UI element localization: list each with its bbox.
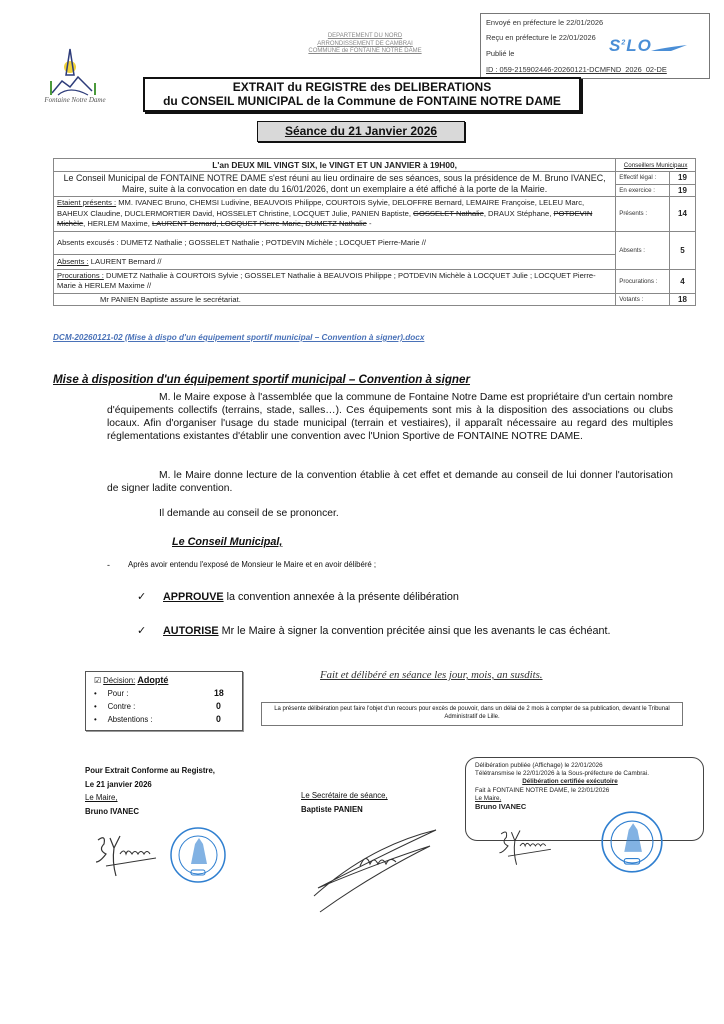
prefecture-sent: Envoyé en préfecture le 22/01/2026 [486, 18, 604, 27]
procurations-text: DUMETZ Nathalie à COURTOIS Sylvie ; GOSSELET Nathalie à BEAUVOIS Philippe ; POTDEVIN Michèle à LOCQUET Julie ; LOCQUET Pierre-Marie à HERLEM Maxime // [57, 270, 596, 290]
count-label: Votants : [616, 293, 670, 305]
recours-notice: La présente délibération peut faire l'objet d'un recours pour excès de pouvoir, dans un délai de 2 mois à compter de sa publication, devant le Tribunal Administratif de Lille. [261, 702, 683, 726]
brand-s: S [609, 36, 622, 55]
decision-row [94, 675, 168, 685]
absents-label: Absents : [57, 257, 89, 266]
presents-label: Etaient présents : [57, 198, 117, 207]
pub-maire-label: Le Maire, [475, 794, 502, 802]
extrait-conforme: Pour Extrait Conforme au Registre, [85, 766, 215, 775]
mairie-stamp-icon [600, 810, 664, 874]
count-label: Présents : [616, 197, 670, 232]
count-label: Effectif légal : [616, 172, 670, 185]
brand-rest: LO [626, 36, 652, 55]
mayor-signature-block [85, 764, 215, 818]
count-value: 19 [670, 172, 696, 185]
count-value: 19 [670, 184, 696, 197]
prefecture-id: ID : 059-215902446-20260121-DCMFND_2026_02-DE [486, 65, 667, 74]
vote-label: Abstentions : [107, 715, 153, 724]
decision-autorise [163, 625, 611, 637]
secretariat-cell: Mr PANIEN Baptiste assure le secrétariat. [54, 293, 616, 305]
bullet-icon: • [94, 702, 97, 711]
prefecture-received: Reçu en préfecture le 22/01/2026 [486, 33, 596, 42]
presents-struck: LAURENT Bernard, LOCQUET Pierre-Marie, DUMETZ Nathalie [151, 219, 367, 228]
fait-statement: Fait et délibéré en séance les jour, mois, an susdits. [320, 669, 543, 681]
decision-label: Décision: [103, 676, 136, 685]
procurations-cell [54, 269, 616, 293]
count-value: 18 [670, 293, 696, 305]
count-value: 14 [670, 197, 696, 232]
decision-text: la convention annexée à la présente délibération [223, 591, 459, 603]
list-dash: - [107, 560, 110, 570]
mayor-signature-icon [92, 832, 162, 882]
register-title [143, 77, 581, 112]
pub-line: Télétransmise le 22/01/2026 à la Sous-préfecture de Cambrai. [475, 770, 649, 778]
absents-text: LAURENT Bernard // [88, 257, 162, 266]
secretary-signature-icon [310, 826, 440, 916]
intro-text: Le Conseil Municipal de FONTAINE NOTRE DAME s'est réuni au lieu ordinaire de ses séances, sous la présidence de M. Bruno IVANEC, Maire, suite à la convocation en date du 16/01/2026, dont un exemplaire a été affiché à la porte de la Mairie. [54, 172, 616, 197]
pub-line: Délibération publiée (Affichage) le 22/01/2026 [475, 762, 603, 769]
count-label: En exercice : [616, 184, 670, 197]
secretaire-name: Baptiste PANIEN [301, 804, 363, 814]
dept-line: COMMUNE de FONTAINE NOTRE DAME [308, 48, 422, 54]
vote-value: 18 [214, 688, 224, 698]
dept-line: DEPARTEMENT DU NORD [327, 33, 403, 39]
vote-row [94, 715, 153, 724]
logo-caption: Fontaine Notre Dame [44, 96, 106, 104]
prefecture-box [480, 13, 710, 79]
vote-row [94, 702, 135, 711]
excuses-cell: Absents excusés : DUMETZ Nathalie ; GOSSELET Nathalie ; POTDEVIN Michèle ; LOCQUET Pierre-Marie // [54, 231, 616, 254]
paragraph-prononcer: Il demande au conseil de se prononcer. [159, 508, 339, 519]
decision-approuve [163, 591, 459, 603]
presents-text: , HERLEM Maxime, [83, 219, 152, 228]
title-line-2: du CONSEIL MUNICIPAL de la Commune de FONTAINE NOTRE DAME [163, 94, 561, 108]
pub-maire-name: Bruno IVANEC [475, 802, 527, 812]
absents-cell [54, 254, 616, 269]
deliberation-subject: Mise à disposition d'un équipement sportif municipal – Convention à signer [53, 373, 470, 386]
title-line-1: EXTRAIT du REGISTRE des DELIBERATIONS [232, 80, 492, 94]
presents-struck: GOSSELET Nathalie [413, 208, 484, 218]
prefecture-published: Publié le [486, 49, 515, 58]
signature-date: Le 21 janvier 2026 [85, 779, 152, 789]
brand-sup: 2 [621, 39, 627, 47]
document-file-link[interactable]: DCM-20260121-02 (Mise à dispo d'un équipement sportif municipal – Convention à signer).docx [53, 333, 425, 342]
presents-text: MM. IVANEC Bruno, CHEMSI Ludivine, BEAUVOIS Philippe, COURTOIS Sylvie, DELOFFRE Bernard, LEMAIRE Françoise, LELEU Marc, BAHEUX Claudine, DUCLERMORTIER David, HOSSELET Christine, LOCQUET Julie, PANIEN Baptiste, [57, 198, 585, 218]
pub-line: Fait à FONTAINE NOTRE DAME, le 22/01/2026 [475, 786, 610, 794]
decision-value: Adopté [137, 675, 169, 685]
mairie-stamp-icon [169, 826, 227, 884]
department-header [290, 33, 440, 56]
attendance-table [53, 158, 696, 306]
mayor-signature-icon [496, 826, 556, 871]
count-label: Procurations : [616, 269, 670, 293]
seance-date: Séance du 21 Janvier 2026 [284, 124, 438, 138]
check-icon: ✓ [137, 591, 147, 603]
decision-verb: AUTORISE [163, 625, 219, 637]
decision-text: Mr le Maire à signer la convention précitée ainsi que les avenants le cas échéant. [218, 625, 611, 637]
vote-value: 0 [216, 701, 221, 711]
count-label: Absents : [616, 231, 670, 269]
procurations-label: Procurations : [57, 270, 104, 280]
presents-text: , DRAUX Stéphane, [483, 208, 554, 218]
seance-title [257, 121, 465, 142]
vote-box [85, 671, 243, 731]
intro-line: L'an DEUX MIL VINGT SIX, le VINGT ET UN JANVIER à 19H00, [54, 159, 616, 172]
paragraph-lecture: M. le Maire donne lecture de la convention établie à cet effet et demande au conseil de lui donner l'autorisation de signer ladite convention. [107, 470, 673, 494]
vote-row [94, 689, 128, 698]
count-value: 5 [670, 231, 696, 269]
s2lo-wing-icon [651, 44, 687, 54]
maire-label: Le Maire, [85, 793, 118, 802]
presents-cell [54, 197, 616, 232]
vote-label: Pour : [107, 689, 129, 698]
secretary-signature-block [301, 789, 388, 816]
s2lo-logo [609, 36, 652, 56]
secretaire-label: Le Secrétaire de séance, [301, 791, 388, 800]
maire-name: Bruno IVANEC [85, 806, 139, 816]
check-icon: ✓ [137, 625, 147, 637]
checkbox-icon: ☑ [94, 676, 101, 685]
vote-value: 0 [216, 714, 221, 724]
paragraph-expose: M. le Maire expose à l'assemblée que la commune de Fontaine Notre Dame est propriétaire d'un certain nombre d'équipements collectifs (terrains, stade, salles…). Ces équipements sont mis à la disposition des associations ou clubs locaux. Afin d'organiser l'usage du stade municipal (terrain et vestiaires), il apparaît nécessaire au regard des multiples réglementations existantes d'établir une convention avec l'Union Sportive de FONTAINE NOTRE DAME. [107, 392, 673, 442]
count-value: 4 [670, 269, 696, 293]
pub-certified: Délibération certifiée exécutoire [522, 778, 618, 786]
apres-text: Après avoir entendu l'exposé de Monsieur le Maire et en avoir délibéré ; [128, 560, 377, 569]
bullet-icon: • [94, 715, 97, 724]
bullet-icon: • [94, 689, 97, 698]
vote-label: Contre : [107, 702, 136, 711]
dept-line: ARRONDISSEMENT DE CAMBRAI [317, 40, 413, 47]
presents-text: - [366, 219, 372, 228]
presents-struck: POTDEVIN Michèle [57, 208, 593, 228]
conseil-heading: Le Conseil Municipal, [172, 536, 283, 548]
decision-verb: APPROUVE [163, 591, 224, 603]
counts-header: Conseillers Municipaux [616, 159, 696, 172]
